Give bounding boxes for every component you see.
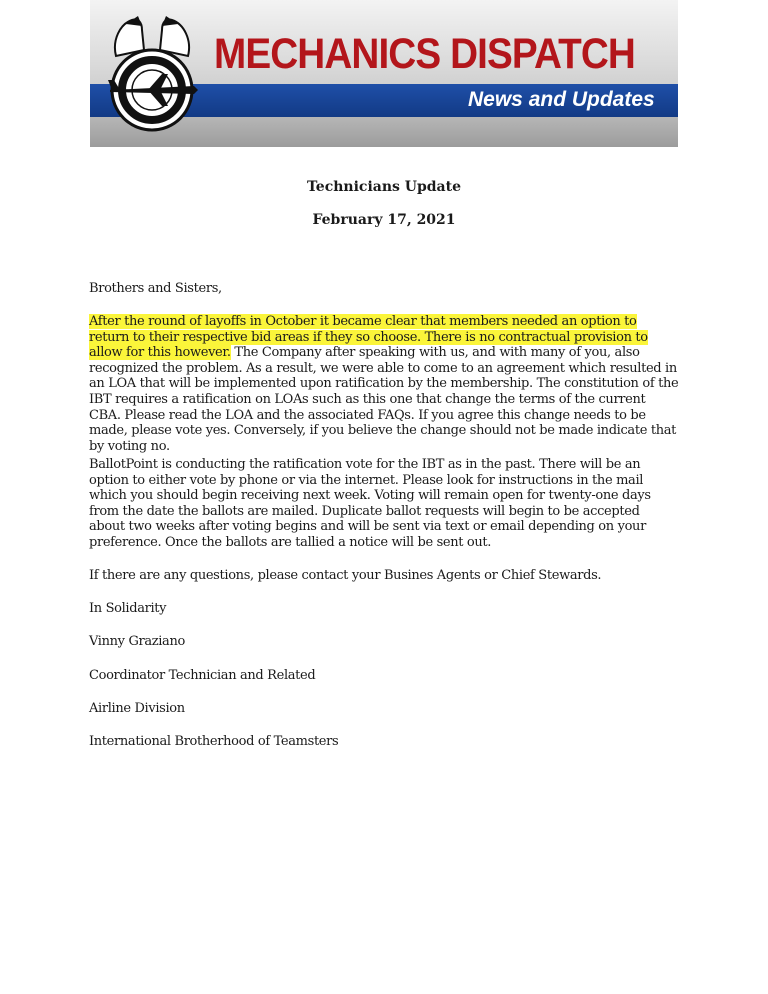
header-banner (90, 0, 678, 147)
banner-subtitle: News and Updates (468, 88, 655, 111)
paragraph-1-text: The Company after speaking with us, and with many of you, also recognized the problem. As a result, we were able to come to an agreement which resulted in an LOA that will be implemented upon ratification by the membership. The constitution of the IBT requires a ratification on LOAs such as this one that change the terms of the current CBA. Please read the LOA and the associated FAQs. If you agree this change needs to be made, please vote yes. Conversely, if you believe the change should not be made indicate that by voting no. (89, 345, 679, 454)
closing: In Solidarity (89, 601, 167, 616)
signature-title: Coordinator Technician and Related (89, 668, 316, 683)
signature-org: International Brotherhood of Teamsters (89, 734, 339, 749)
banner-title: MECHANICS DISPATCH (214, 30, 635, 78)
highlighted-text: After the round of layoffs in October it became clear that members needed an option to return to their respective bid areas if they so choose. There is no contractual provision to allow for this however. (89, 314, 648, 361)
teamsters-logo-icon (98, 10, 206, 134)
paragraph-1 (89, 314, 679, 454)
signature-division: Airline Division (89, 701, 185, 716)
greeting: Brothers and Sisters, (89, 281, 222, 296)
document-title: Technicians Update (307, 179, 461, 195)
document-date: February 17, 2021 (312, 212, 456, 228)
paragraph-3: If there are any questions, please contact your Busines Agents or Chief Stewards. (89, 568, 602, 583)
paragraph-2: BallotPoint is conducting the ratification vote for the IBT as in the past. There will be an option to either vote by phone or via the internet. Please look for instructions in the mail which you should begin receiving next week. Voting will remain open for twenty-one days from the date the ballots are mailed. Duplicate ballot requests will begin to be accepted about two weeks after voting begins and will be sent via text or email depending on your preference. Once the ballots are tallied a notice will be sent out. (89, 457, 651, 550)
signature-name: Vinny Graziano (89, 634, 185, 649)
